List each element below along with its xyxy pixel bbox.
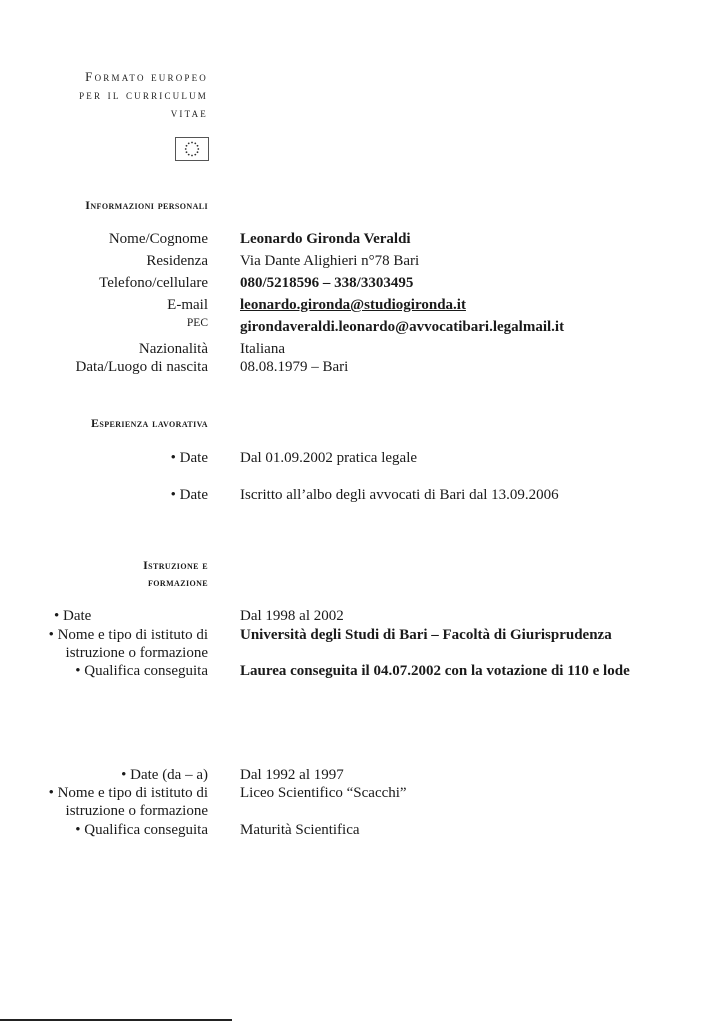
value-exp-date-1: Dal 01.09.2002 pratica legale xyxy=(240,450,418,466)
value-edu2-date: Dal 1992 al 1997 xyxy=(240,767,344,783)
label-exp-date-1: • Date xyxy=(170,450,208,466)
section-title-personal: Informazioni personali xyxy=(85,198,208,212)
value-nome: Leonardo Gironda Veraldi xyxy=(240,231,411,247)
value-nazionalita: Italiana xyxy=(240,341,285,357)
label-edu2-qual: • Qualifica conseguita xyxy=(75,822,208,838)
value-nascita: 08.08.1979 – Bari xyxy=(240,359,349,375)
label-edu1-qual: • Qualifica conseguita xyxy=(75,663,208,679)
label-nazionalita: Nazionalità xyxy=(138,341,208,357)
label-edu2-inst-2: istruzione o formazione xyxy=(65,803,208,819)
section-title-education-2: formazione xyxy=(148,575,208,589)
footer-divider xyxy=(0,1019,232,1021)
label-edu1-date: • Date xyxy=(54,608,92,624)
label-nome: Nome/Cognome xyxy=(108,231,208,247)
value-edu1-qual: Laurea conseguita il 04.07.2002 con la votazione di 110 e lode xyxy=(240,663,630,679)
cv-header-line-3: vitae xyxy=(170,105,208,120)
value-residenza: Via Dante Alighieri n°78 Bari xyxy=(240,253,420,269)
label-edu2-date: • Date (da – a) xyxy=(121,767,208,783)
value-edu1-inst: Università degli Studi di Bari – Facoltà di Giurisprudenza xyxy=(240,627,612,643)
section-title-experience: Esperienza lavorativa xyxy=(90,416,208,430)
value-pec: girondaveraldi.leonardo@avvocatibari.legalmail.it xyxy=(240,319,565,335)
value-exp-date-2: Iscritto all’albo degli avvocati di Bari dal 13.09.2006 xyxy=(240,487,559,503)
label-email: E-mail xyxy=(167,297,208,313)
label-exp-date-2: • Date xyxy=(170,487,208,503)
label-telefono: Telefono/cellulare xyxy=(99,275,208,291)
cv-header-line-1: Formato europeo xyxy=(85,69,208,84)
value-telefono: 080/5218596 – 338/3303495 xyxy=(240,275,414,291)
label-edu1-inst-1: • Nome e tipo di istituto di xyxy=(48,627,208,643)
eu-stars-icon xyxy=(176,138,208,160)
label-pec: PEC xyxy=(186,317,208,329)
value-edu1-date: Dal 1998 al 2002 xyxy=(240,608,344,624)
eu-flag-logo xyxy=(175,137,209,161)
value-edu2-qual: Maturità Scientifica xyxy=(240,822,360,838)
section-title-education-1: Istruzione e xyxy=(143,558,208,572)
label-edu1-inst-2: istruzione o formazione xyxy=(65,645,208,661)
email-link[interactable]: leonardo.gironda@studiogironda.it xyxy=(240,297,466,313)
label-nascita: Data/Luogo di nascita xyxy=(75,359,208,375)
value-edu2-inst: Liceo Scientifico “Scacchi” xyxy=(240,785,407,801)
label-residenza: Residenza xyxy=(146,253,208,269)
cv-header-line-2: per il curriculum xyxy=(79,87,208,102)
label-edu2-inst-1: • Nome e tipo di istituto di xyxy=(48,785,208,801)
